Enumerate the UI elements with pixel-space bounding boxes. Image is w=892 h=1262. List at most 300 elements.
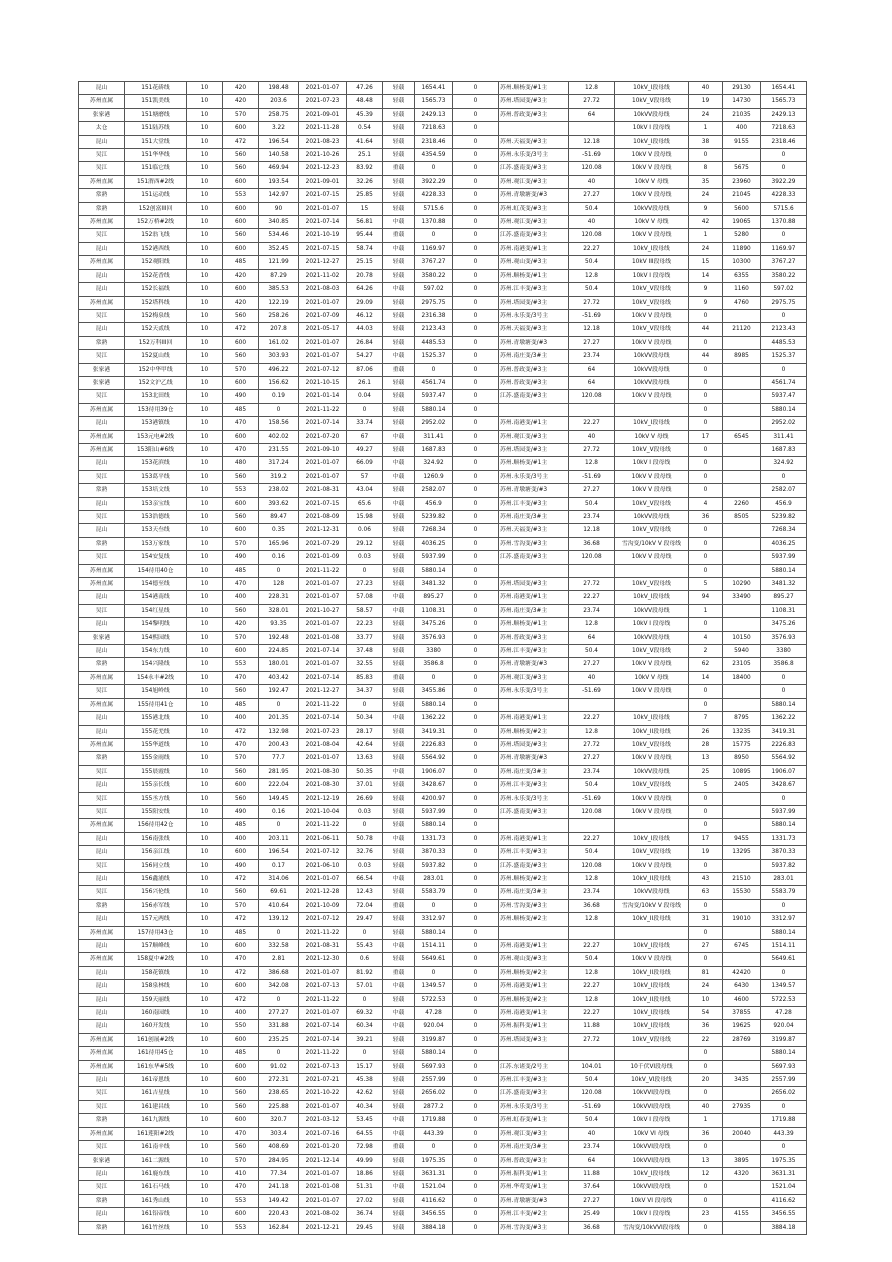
cell-load-status: 轻载 bbox=[383, 685, 415, 698]
cell-substation: 江苏.盛南变/#3主 bbox=[499, 162, 569, 175]
cell-substation: 苏州.青墩塘变/#3 bbox=[499, 752, 569, 765]
cell-load-rate: 26.69 bbox=[347, 792, 383, 805]
cell-user-capacity bbox=[723, 805, 761, 818]
cell-load-rate: 0.04 bbox=[347, 390, 383, 403]
cell-sub-load: 12.8 bbox=[569, 966, 615, 979]
cell-line-name: 155丞方线 bbox=[125, 792, 187, 805]
cell-substation: 苏州.永乐变/3号主 bbox=[499, 309, 569, 322]
cell-line-name: 161待用45仓 bbox=[125, 1047, 187, 1060]
cell-region: 常熟 bbox=[79, 752, 125, 765]
cell-flag: 0 bbox=[453, 309, 499, 322]
cell-region: 吴江 bbox=[79, 886, 125, 899]
cell-users: 15 bbox=[689, 256, 723, 269]
cell-region: 常熟 bbox=[79, 484, 125, 497]
cell-load-rate: 32.26 bbox=[347, 175, 383, 188]
cell-load-status: 轻载 bbox=[383, 645, 415, 658]
cell-load-rate: 0 bbox=[347, 403, 383, 416]
cell-region: 吴江 bbox=[79, 149, 125, 162]
cell-busbar: 10kV_II段母线 bbox=[615, 725, 689, 738]
cell-users: 0 bbox=[689, 537, 723, 550]
cell-voltage: 10 bbox=[187, 1007, 223, 1020]
cell-voltage: 10 bbox=[187, 350, 223, 363]
cell-voltage: 10 bbox=[187, 685, 223, 698]
cell-users: 27 bbox=[689, 940, 723, 953]
cell-sub-load: 11.88 bbox=[569, 1020, 615, 1033]
cell-current: 238.65 bbox=[259, 1087, 299, 1100]
cell-load-rate: 46.12 bbox=[347, 309, 383, 322]
cell-line-name: 156兴伦线 bbox=[125, 886, 187, 899]
cell-sub-load: 23.74 bbox=[569, 765, 615, 778]
cell-users: 19 bbox=[689, 846, 723, 859]
cell-substation: 苏州.江丰变/#3主 bbox=[499, 1074, 569, 1087]
cell-users: 0 bbox=[689, 1181, 723, 1194]
cell-remaining: 895.27 bbox=[761, 591, 807, 604]
cell-region: 苏州直属 bbox=[79, 564, 125, 577]
cell-users: 44 bbox=[689, 350, 723, 363]
cell-current: 193.54 bbox=[259, 175, 299, 188]
cell-substation: 苏州.虹春变/#1主 bbox=[499, 1114, 569, 1127]
cell-sub-load: 27.72 bbox=[569, 95, 615, 108]
cell-capacity: 553 bbox=[223, 189, 259, 202]
cell-busbar: 10kVVI段母线 bbox=[615, 1154, 689, 1167]
cell-busbar: 10kV V 母线 bbox=[615, 175, 689, 188]
cell-busbar: 10kVV段母线 bbox=[615, 363, 689, 376]
cell-load-rate: 0 bbox=[347, 926, 383, 939]
cell-region: 昆山 bbox=[79, 417, 125, 430]
cell-busbar: 10kV_V段母线 bbox=[615, 296, 689, 309]
cell-busbar bbox=[615, 403, 689, 416]
cell-date: 2021-01-07 bbox=[299, 1100, 347, 1113]
cell-voltage: 10 bbox=[187, 645, 223, 658]
cell-load-status: 中载 bbox=[383, 765, 415, 778]
cell-date: 2021-11-22 bbox=[299, 926, 347, 939]
cell-remaining: 3428.67 bbox=[761, 779, 807, 792]
cell-sub-load: 120.08 bbox=[569, 390, 615, 403]
cell-date: 2021-01-07 bbox=[299, 350, 347, 363]
cell-margin: 5880.14 bbox=[415, 698, 453, 711]
cell-sub-load bbox=[569, 926, 615, 939]
cell-remaining: 7218.63 bbox=[761, 122, 807, 135]
cell-substation: 江苏.盛南变/#3主 bbox=[499, 805, 569, 818]
cell-region: 昆山 bbox=[79, 618, 125, 631]
cell-load-status: 轻载 bbox=[383, 1060, 415, 1073]
cell-voltage: 10 bbox=[187, 966, 223, 979]
cell-sub-load: -51.69 bbox=[569, 792, 615, 805]
cell-load-status: 轻载 bbox=[383, 859, 415, 872]
cell-load-status: 重载 bbox=[383, 671, 415, 684]
cell-user-capacity bbox=[723, 551, 761, 564]
cell-sub-load bbox=[569, 122, 615, 135]
table-row bbox=[79, 108, 807, 121]
cell-user-capacity: 5675 bbox=[723, 162, 761, 175]
cell-load-status: 轻载 bbox=[383, 1100, 415, 1113]
cell-capacity: 560 bbox=[223, 350, 259, 363]
cell-busbar: 10kV V 段母线 bbox=[615, 805, 689, 818]
cell-substation: 苏州.雪沟变/#3主 bbox=[499, 537, 569, 550]
cell-busbar: 10kV V 段母线 bbox=[615, 953, 689, 966]
cell-voltage: 10 bbox=[187, 551, 223, 564]
cell-flag: 0 bbox=[453, 886, 499, 899]
cell-capacity: 600 bbox=[223, 980, 259, 993]
cell-users: 0 bbox=[689, 551, 723, 564]
cell-remaining: 311.41 bbox=[761, 430, 807, 443]
cell-line-name: 151运动线 bbox=[125, 189, 187, 202]
cell-voltage: 10 bbox=[187, 953, 223, 966]
cell-load-rate: 69.32 bbox=[347, 1007, 383, 1020]
cell-sub-load: 22.27 bbox=[569, 712, 615, 725]
cell-margin: 3428.67 bbox=[415, 779, 453, 792]
cell-load-rate: 87.06 bbox=[347, 363, 383, 376]
cell-user-capacity bbox=[723, 390, 761, 403]
cell-current: 281.95 bbox=[259, 765, 299, 778]
cell-flag: 0 bbox=[453, 283, 499, 296]
cell-remaining: 2318.46 bbox=[761, 135, 807, 148]
table-row bbox=[79, 403, 807, 416]
cell-flag: 0 bbox=[453, 1154, 499, 1167]
cell-busbar: 10kV V 段母线 bbox=[615, 149, 689, 162]
table-row bbox=[79, 631, 807, 644]
cell-flag: 0 bbox=[453, 618, 499, 631]
cell-region: 吴江 bbox=[79, 1100, 125, 1113]
cell-voltage: 10 bbox=[187, 940, 223, 953]
cell-current: 224.85 bbox=[259, 645, 299, 658]
cell-capacity: 485 bbox=[223, 403, 259, 416]
cell-line-name: 153万家线 bbox=[125, 537, 187, 550]
cell-sub-load: -51.69 bbox=[569, 149, 615, 162]
cell-users: 5 bbox=[689, 578, 723, 591]
cell-user-capacity bbox=[723, 618, 761, 631]
cell-capacity: 553 bbox=[223, 1194, 259, 1207]
cell-user-capacity: 21045 bbox=[723, 189, 761, 202]
cell-region: 苏州直属 bbox=[79, 1033, 125, 1046]
cell-capacity: 600 bbox=[223, 430, 259, 443]
cell-margin: 4036.25 bbox=[415, 537, 453, 550]
cell-flag: 0 bbox=[453, 175, 499, 188]
cell-margin: 2123.43 bbox=[415, 323, 453, 336]
cell-remaining: 5880.14 bbox=[761, 403, 807, 416]
cell-users: 0 bbox=[689, 336, 723, 349]
table-row bbox=[79, 1167, 807, 1180]
cell-user-capacity bbox=[723, 363, 761, 376]
cell-date: 2021-11-22 bbox=[299, 564, 347, 577]
cell-sub-load: 64 bbox=[569, 631, 615, 644]
cell-capacity: 490 bbox=[223, 551, 259, 564]
cell-region: 苏州直属 bbox=[79, 175, 125, 188]
cell-user-capacity: 6545 bbox=[723, 430, 761, 443]
cell-users: 1 bbox=[689, 1114, 723, 1127]
cell-busbar: 雪沟变/10kV V 段母线 bbox=[615, 899, 689, 912]
cell-region: 昆山 bbox=[79, 966, 125, 979]
cell-sub-load: 40 bbox=[569, 216, 615, 229]
cell-date: 2021-09-01 bbox=[299, 108, 347, 121]
cell-flag: 0 bbox=[453, 738, 499, 751]
cell-busbar: 10kV V 段母线 bbox=[615, 792, 689, 805]
cell-load-rate: 72.04 bbox=[347, 899, 383, 912]
cell-region: 昆山 bbox=[79, 940, 125, 953]
cell-region: 张家港 bbox=[79, 631, 125, 644]
cell-date: 2021-01-07 bbox=[299, 578, 347, 591]
table-row bbox=[79, 336, 807, 349]
cell-substation: 苏州.振科变/#1主 bbox=[499, 1020, 569, 1033]
cell-load-rate: 26.84 bbox=[347, 336, 383, 349]
cell-busbar: 10kV V 段母线 bbox=[615, 859, 689, 872]
cell-voltage: 10 bbox=[187, 631, 223, 644]
cell-current: 149.42 bbox=[259, 1194, 299, 1207]
table-row bbox=[79, 1007, 807, 1020]
cell-voltage: 10 bbox=[187, 430, 223, 443]
cell-current: 128 bbox=[259, 578, 299, 591]
cell-load-status: 轻载 bbox=[383, 618, 415, 631]
cell-line-name: 152夏山线 bbox=[125, 350, 187, 363]
cell-region: 吴江 bbox=[79, 470, 125, 483]
cell-line-name: 151花硚线 bbox=[125, 82, 187, 95]
cell-remaining: 4036.25 bbox=[761, 537, 807, 550]
cell-load-status: 轻载 bbox=[383, 1208, 415, 1221]
cell-users: 0 bbox=[689, 457, 723, 470]
cell-voltage: 10 bbox=[187, 1127, 223, 1140]
cell-date: 2021-01-09 bbox=[299, 551, 347, 564]
cell-user-capacity bbox=[723, 1114, 761, 1127]
cell-capacity: 600 bbox=[223, 497, 259, 510]
cell-date: 2021-01-14 bbox=[299, 390, 347, 403]
cell-load-rate: 0.03 bbox=[347, 551, 383, 564]
cell-voltage: 10 bbox=[187, 162, 223, 175]
cell-capacity: 470 bbox=[223, 671, 259, 684]
cell-load-rate: 43.04 bbox=[347, 484, 383, 497]
cell-substation: 苏州.观江变/#3主 bbox=[499, 216, 569, 229]
cell-date: 2021-01-07 bbox=[299, 618, 347, 631]
cell-margin: 0 bbox=[415, 363, 453, 376]
cell-margin: 2557.99 bbox=[415, 1074, 453, 1087]
cell-substation: 苏州.南港变/#1主 bbox=[499, 417, 569, 430]
cell-capacity: 470 bbox=[223, 578, 259, 591]
cell-load-status: 中载 bbox=[383, 216, 415, 229]
cell-current: 303.4 bbox=[259, 1127, 299, 1140]
cell-date: 2021-07-12 bbox=[299, 846, 347, 859]
cell-line-name: 153葛平线 bbox=[125, 470, 187, 483]
table-row bbox=[79, 752, 807, 765]
cell-load-status: 轻载 bbox=[383, 953, 415, 966]
cell-capacity: 485 bbox=[223, 819, 259, 832]
table-row bbox=[79, 283, 807, 296]
cell-current: 0.16 bbox=[259, 551, 299, 564]
table-row bbox=[79, 1087, 807, 1100]
cell-users: 0 bbox=[689, 149, 723, 162]
cell-region: 苏州直属 bbox=[79, 1127, 125, 1140]
cell-load-status: 轻载 bbox=[383, 135, 415, 148]
cell-capacity: 600 bbox=[223, 779, 259, 792]
cell-substation bbox=[499, 564, 569, 577]
cell-region: 常熟 bbox=[79, 537, 125, 550]
cell-load-rate: 27.02 bbox=[347, 1194, 383, 1207]
cell-substation: 苏州.青墩塘变/#3 bbox=[499, 336, 569, 349]
cell-sub-load: 50.4 bbox=[569, 256, 615, 269]
cell-current: 142.97 bbox=[259, 189, 299, 202]
cell-substation: 苏州.观山变/#3主 bbox=[499, 953, 569, 966]
cell-capacity: 560 bbox=[223, 511, 259, 524]
cell-flag: 0 bbox=[453, 457, 499, 470]
cell-flag: 0 bbox=[453, 671, 499, 684]
table-row bbox=[79, 819, 807, 832]
cell-remaining: 5880.14 bbox=[761, 698, 807, 711]
cell-busbar: 10kVVI段母线 bbox=[615, 1181, 689, 1194]
cell-busbar: 10kVVI段母线 bbox=[615, 1141, 689, 1154]
cell-current: 192.48 bbox=[259, 631, 299, 644]
cell-flag: 0 bbox=[453, 712, 499, 725]
cell-flag: 0 bbox=[453, 162, 499, 175]
cell-sub-load: 22.27 bbox=[569, 242, 615, 255]
cell-margin: 3475.26 bbox=[415, 618, 453, 631]
cell-margin: 5880.14 bbox=[415, 926, 453, 939]
table-row bbox=[79, 671, 807, 684]
cell-voltage: 10 bbox=[187, 135, 223, 148]
cell-date: 2021-08-03 bbox=[299, 283, 347, 296]
cell-users: 9 bbox=[689, 202, 723, 215]
cell-voltage: 10 bbox=[187, 805, 223, 818]
cell-load-rate: 12.43 bbox=[347, 886, 383, 899]
cell-users: 0 bbox=[689, 309, 723, 322]
cell-line-name: 154德至线 bbox=[125, 578, 187, 591]
cell-remaining: 1108.31 bbox=[761, 604, 807, 617]
cell-capacity: 570 bbox=[223, 752, 259, 765]
cell-flag: 0 bbox=[453, 417, 499, 430]
cell-line-name: 153待用39仓 bbox=[125, 403, 187, 416]
cell-load-status: 中载 bbox=[383, 242, 415, 255]
cell-load-rate: 20.78 bbox=[347, 269, 383, 282]
cell-voltage: 10 bbox=[187, 993, 223, 1006]
cell-current: 284.95 bbox=[259, 1154, 299, 1167]
cell-load-status: 中载 bbox=[383, 430, 415, 443]
cell-user-capacity: 6745 bbox=[723, 940, 761, 953]
cell-current: 200.43 bbox=[259, 738, 299, 751]
cell-date: 2021-01-07 bbox=[299, 591, 347, 604]
cell-load-rate: 18.86 bbox=[347, 1167, 383, 1180]
table-row bbox=[79, 309, 807, 322]
cell-current: 385.53 bbox=[259, 283, 299, 296]
cell-flag: 0 bbox=[453, 591, 499, 604]
cell-current: 156.62 bbox=[259, 376, 299, 389]
cell-current: 161.02 bbox=[259, 336, 299, 349]
cell-sub-load: 40 bbox=[569, 430, 615, 443]
table-row bbox=[79, 189, 807, 202]
cell-substation bbox=[499, 403, 569, 416]
cell-load-status: 轻载 bbox=[383, 309, 415, 322]
cell-current: 77.34 bbox=[259, 1167, 299, 1180]
cell-user-capacity: 10290 bbox=[723, 578, 761, 591]
cell-users: 13 bbox=[689, 752, 723, 765]
cell-sub-load: -51.69 bbox=[569, 309, 615, 322]
cell-region: 吴江 bbox=[79, 1181, 125, 1194]
cell-substation: 苏州.虹茂变/#3主 bbox=[499, 202, 569, 215]
cell-flag: 0 bbox=[453, 1087, 499, 1100]
cell-users: 0 bbox=[689, 443, 723, 456]
cell-current: 90 bbox=[259, 202, 299, 215]
cell-current: 303.93 bbox=[259, 350, 299, 363]
cell-substation: 苏州.顺杨变/#2主 bbox=[499, 966, 569, 979]
cell-busbar: 10kV V 段母线 bbox=[615, 189, 689, 202]
cell-users: 8 bbox=[689, 162, 723, 175]
cell-current: 0 bbox=[259, 819, 299, 832]
cell-remaining: 0 bbox=[761, 162, 807, 175]
cell-user-capacity bbox=[723, 698, 761, 711]
cell-region: 昆山 bbox=[79, 779, 125, 792]
table-row bbox=[79, 832, 807, 845]
cell-margin: 2877.2 bbox=[415, 1100, 453, 1113]
cell-load-rate: 65.6 bbox=[347, 497, 383, 510]
cell-load-status: 中载 bbox=[383, 604, 415, 617]
table-row bbox=[79, 202, 807, 215]
cell-load-rate: 45.39 bbox=[347, 108, 383, 121]
cell-date: 2021-01-07 bbox=[299, 1194, 347, 1207]
cell-line-name: 161建昌线 bbox=[125, 1100, 187, 1113]
cell-remaining: 3475.26 bbox=[761, 618, 807, 631]
cell-date: 2021-01-08 bbox=[299, 1181, 347, 1194]
cell-line-name: 152塔科线 bbox=[125, 296, 187, 309]
cell-date: 2021-01-07 bbox=[299, 872, 347, 885]
cell-date: 2021-11-22 bbox=[299, 698, 347, 711]
cell-date: 2021-12-14 bbox=[299, 1154, 347, 1167]
cell-remaining: 3586.8 bbox=[761, 658, 807, 671]
cell-current: 320.7 bbox=[259, 1114, 299, 1127]
cell-flag: 0 bbox=[453, 430, 499, 443]
cell-margin: 1108.31 bbox=[415, 604, 453, 617]
cell-region: 苏州直属 bbox=[79, 819, 125, 832]
cell-capacity: 560 bbox=[223, 765, 259, 778]
cell-voltage: 10 bbox=[187, 591, 223, 604]
cell-margin: 283.01 bbox=[415, 872, 453, 885]
cell-user-capacity: 8950 bbox=[723, 752, 761, 765]
cell-margin: 0 bbox=[415, 966, 453, 979]
cell-users: 0 bbox=[689, 1141, 723, 1154]
cell-capacity: 490 bbox=[223, 805, 259, 818]
cell-remaining: 283.01 bbox=[761, 872, 807, 885]
cell-load-rate: 42.62 bbox=[347, 1087, 383, 1100]
cell-load-status: 轻载 bbox=[383, 993, 415, 1006]
cell-substation bbox=[499, 122, 569, 135]
table-row bbox=[79, 725, 807, 738]
cell-voltage: 10 bbox=[187, 242, 223, 255]
cell-busbar: 10kV I 段母线 bbox=[615, 618, 689, 631]
cell-remaining: 1331.73 bbox=[761, 832, 807, 845]
cell-busbar: 10kV_V段母线 bbox=[615, 645, 689, 658]
cell-busbar: 10kV_I段母线 bbox=[615, 591, 689, 604]
cell-region: 昆山 bbox=[79, 82, 125, 95]
cell-user-capacity: 8985 bbox=[723, 350, 761, 363]
cell-load-rate: 45.38 bbox=[347, 1074, 383, 1087]
cell-capacity: 420 bbox=[223, 618, 259, 631]
cell-voltage: 10 bbox=[187, 470, 223, 483]
cell-remaining: 1654.41 bbox=[761, 82, 807, 95]
table-row bbox=[79, 1100, 807, 1113]
table-row bbox=[79, 604, 807, 617]
cell-current: 222.04 bbox=[259, 779, 299, 792]
cell-margin: 0 bbox=[415, 162, 453, 175]
cell-remaining: 2123.43 bbox=[761, 323, 807, 336]
cell-users: 0 bbox=[689, 376, 723, 389]
cell-voltage: 10 bbox=[187, 926, 223, 939]
cell-region: 昆山 bbox=[79, 591, 125, 604]
cell-users: 5 bbox=[689, 779, 723, 792]
cell-current: 228.31 bbox=[259, 591, 299, 604]
cell-margin: 5937.47 bbox=[415, 390, 453, 403]
cell-load-status: 轻载 bbox=[383, 564, 415, 577]
cell-margin: 5880.14 bbox=[415, 819, 453, 832]
cell-line-name: 153浩德线 bbox=[125, 511, 187, 524]
cell-region: 苏州直属 bbox=[79, 698, 125, 711]
cell-busbar: 10kV_V段母线 bbox=[615, 323, 689, 336]
cell-users: 0 bbox=[689, 792, 723, 805]
cell-date: 2021-07-23 bbox=[299, 725, 347, 738]
